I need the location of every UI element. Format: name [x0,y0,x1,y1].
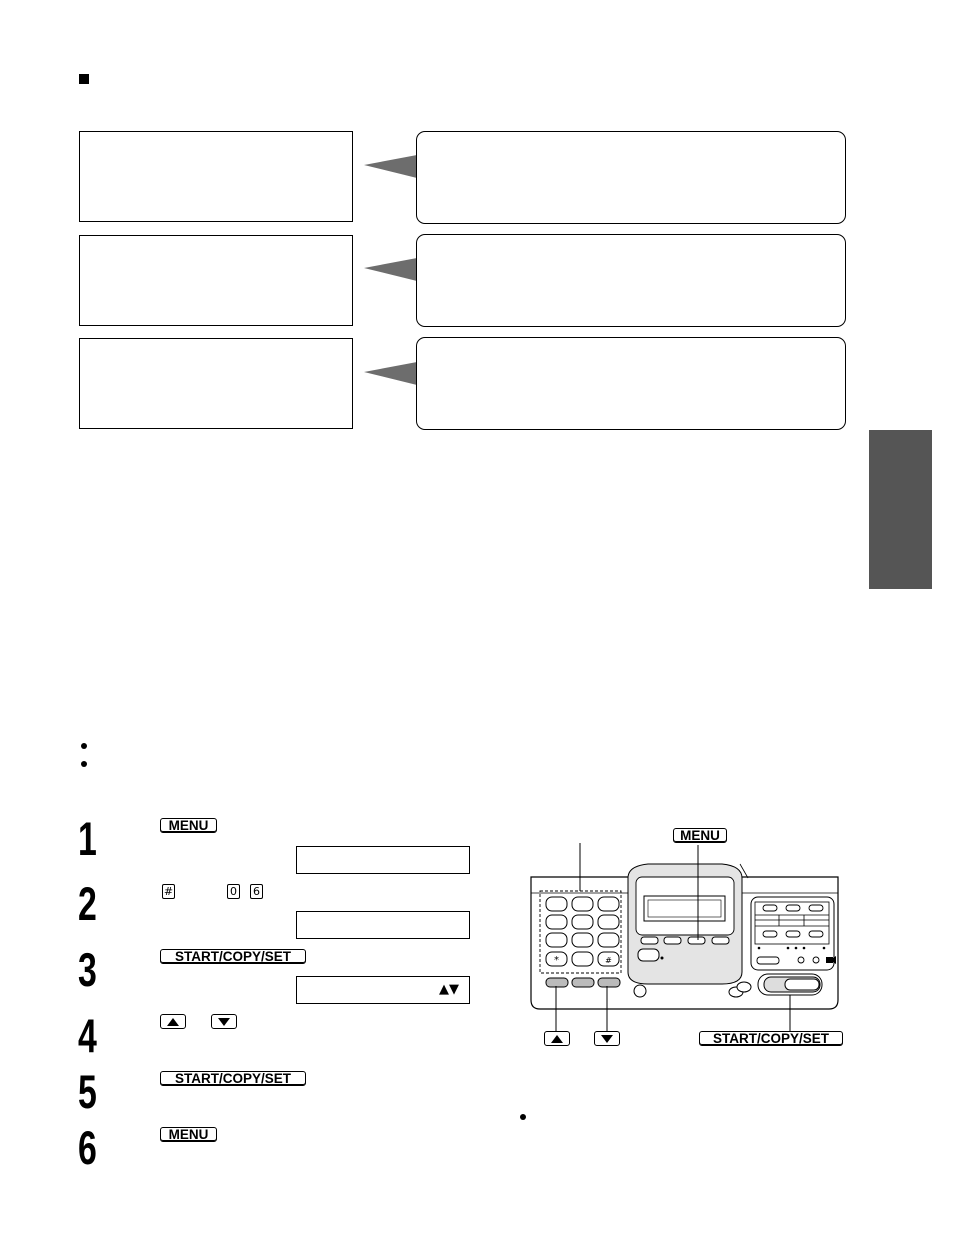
display-box-3 [296,976,470,1004]
pointer-wedges [360,150,420,400]
section-square-bullet [79,74,89,84]
six-key: 6 [250,884,263,899]
note-bullet [520,1114,526,1120]
right-box-1 [416,131,846,224]
display-box-2 [296,911,470,939]
start-copy-set-key: START/COPY/SET [160,1071,306,1086]
step-number-4: 4 [78,1009,97,1062]
up-arrow-key [160,1014,186,1029]
display-box-1 [296,846,470,874]
side-chapter-tab [869,430,932,589]
start-copy-set-key: START/COPY/SET [160,949,306,964]
hash-key: # [163,885,174,898]
diagram-menu-label: MENU [673,828,727,843]
step-number-1: 1 [78,812,97,865]
diagram-start-copy-set-label: START/COPY/SET [699,1031,843,1046]
left-box-2 [79,235,353,326]
step-number-5: 5 [78,1065,97,1118]
step-number-2: 2 [78,877,97,930]
pointer-wedge-2 [364,258,417,281]
triangle-up-icon [167,1018,179,1026]
keypad-star: * [554,955,559,966]
zero-key: 0 [227,884,240,899]
step-number-6: 6 [78,1121,97,1174]
left-box-3 [79,338,353,429]
keypad-hash: # [605,956,612,965]
triangle-down-icon [218,1018,230,1026]
bullet [81,743,87,749]
right-box-2 [416,234,846,327]
menu-key: MENU [160,818,217,833]
left-box-1 [79,131,353,222]
display-arrows: ▲▼ [439,982,459,997]
bullet [81,761,87,767]
down-arrow-key [211,1014,237,1029]
fax-machine-panel-diagram [520,838,850,1038]
right-box-3 [416,337,846,430]
menu-key: MENU [160,1127,217,1142]
step-number-3: 3 [78,943,97,996]
pointer-wedge-3 [364,362,417,385]
pointer-wedge-1 [364,155,417,178]
